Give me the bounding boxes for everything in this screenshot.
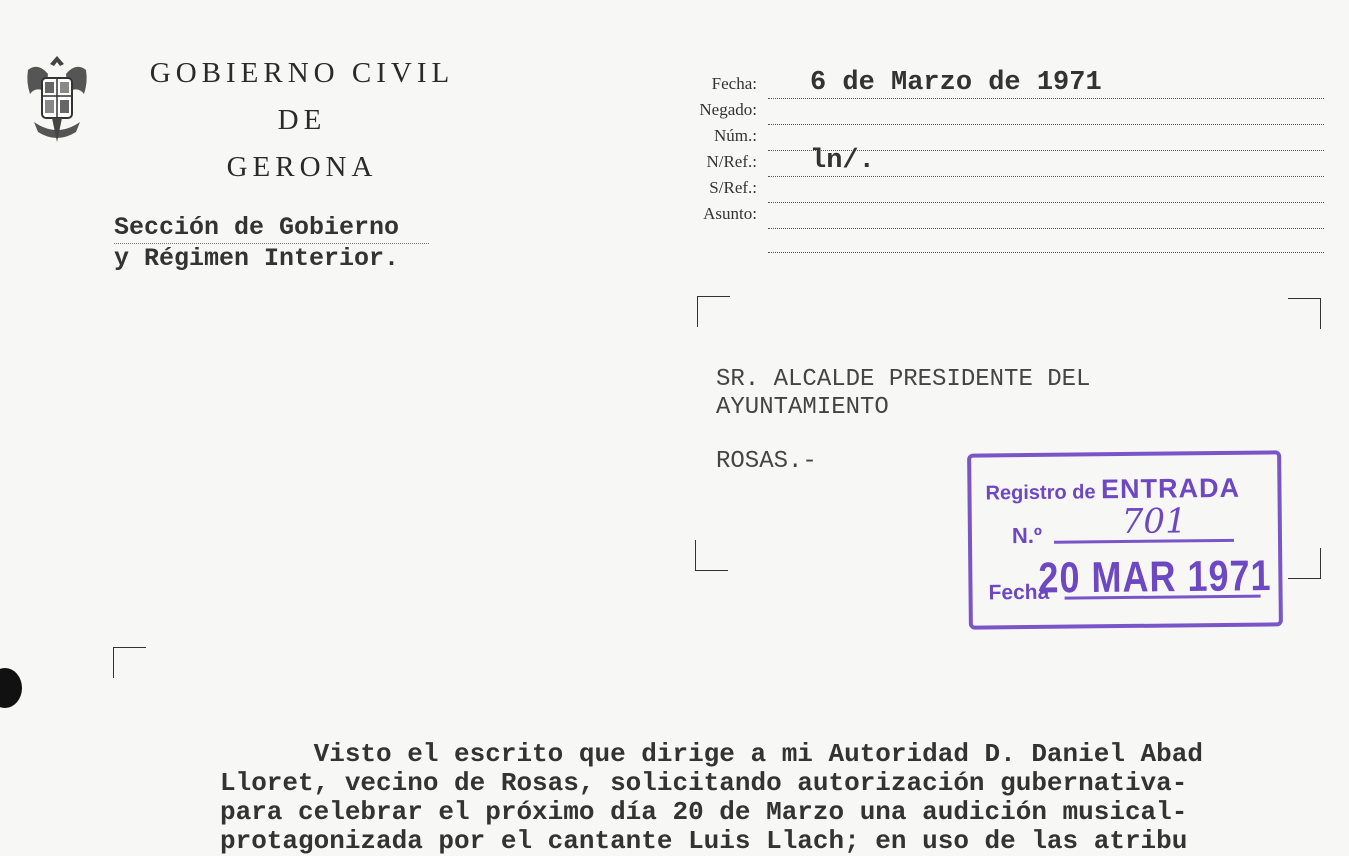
addressee-line: AYUNTAMIENTO xyxy=(716,394,889,421)
field-label: S/Ref.: xyxy=(709,178,757,197)
body-line: para celebrar el próximo día 20 de Marzo una audición musical- xyxy=(220,797,1188,827)
field-label: N/Ref.: xyxy=(706,152,757,171)
org-line: GOBIERNO CIVIL xyxy=(149,57,455,89)
department-section xyxy=(114,213,494,274)
section-line: y Régimen Interior. xyxy=(114,244,400,273)
body-line: protagonizada por el cantante Luis Llach; en uso de las atribu xyxy=(220,826,1188,856)
field-label: Fecha: xyxy=(711,74,757,93)
organization-name xyxy=(112,50,492,191)
punch-hole xyxy=(0,668,22,708)
stamp-number: 701 xyxy=(1121,501,1187,543)
field-label: Asunto: xyxy=(703,204,757,223)
letter-body xyxy=(220,740,1330,856)
stamp-title-main: ENTRADA xyxy=(1100,472,1241,505)
addressee-line: SR. ALCALDE PRESIDENTE DEL xyxy=(716,366,1091,393)
margin-corner-mark xyxy=(113,647,146,678)
field-label: Negado: xyxy=(699,100,757,119)
field-value: ln/. xyxy=(810,146,875,176)
stamp-number-label: N.º xyxy=(1011,522,1043,549)
field-row-nref xyxy=(660,146,1324,176)
stamp-date-label: Fecha xyxy=(988,580,1050,605)
stamp-date: 20 MAR 1971 xyxy=(1038,550,1272,603)
reference-fields xyxy=(660,68,1324,224)
field-row-sref xyxy=(660,172,1324,198)
dotted-line xyxy=(768,228,1324,229)
field-row-asunto xyxy=(660,198,1324,224)
coat-of-arms-icon xyxy=(24,52,90,146)
addressee-city: ROSAS.- xyxy=(716,448,817,475)
stamp-prefix: Registro de xyxy=(985,481,1096,505)
field-row-num xyxy=(660,120,1324,146)
field-label: Núm.: xyxy=(714,126,757,145)
dotted-line xyxy=(768,252,1324,253)
body-line: Visto el escrito que dirige a mi Autoridad D. Daniel Abad xyxy=(220,739,1203,769)
registry-stamp xyxy=(967,450,1283,629)
stamp-title xyxy=(985,473,1240,507)
window-corner-mark xyxy=(1288,298,1321,329)
org-line: DE xyxy=(277,104,327,136)
body-line: Lloret, vecino de Rosas, solicitando autorización gubernativa- xyxy=(220,768,1188,798)
org-line: GERONA xyxy=(226,151,378,183)
field-row-negado xyxy=(660,94,1324,120)
field-value: 6 de Marzo de 1971 xyxy=(810,68,1102,98)
section-line: Sección de Gobierno xyxy=(114,213,429,244)
window-corner-mark xyxy=(697,296,730,327)
window-corner-mark xyxy=(1288,548,1321,579)
field-row-fecha xyxy=(660,68,1324,98)
stamp-line xyxy=(1054,539,1234,544)
window-corner-mark xyxy=(695,540,728,571)
